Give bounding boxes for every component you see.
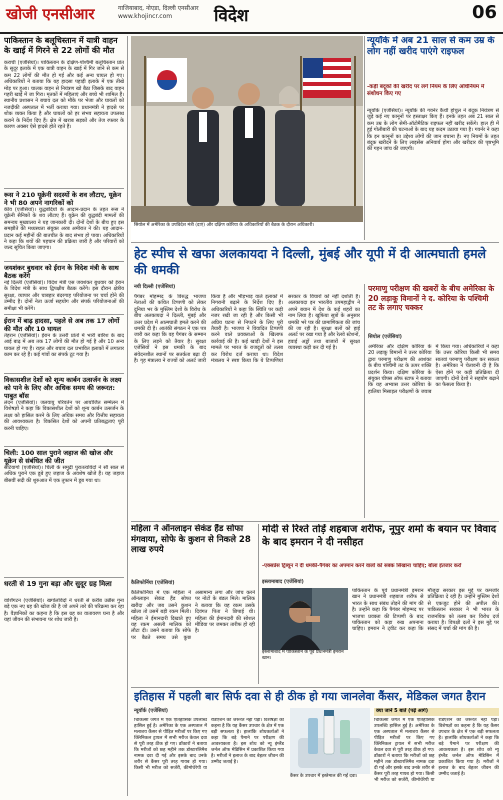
imran-photo-caption: इस्लामाबाद में पाकिस्तान के पूर्व प्रधानमंत्री इमरान खान।: [262, 650, 344, 661]
cancer-photo-caption: कैंसर के उपचार में इस्तेमाल की गई दवा।: [290, 774, 358, 779]
masthead-logo: खोजी एनसीआर: [6, 5, 95, 23]
korea-body: अमेरिका और दक्षिण कोरिया के 20 लड़ाकू विमानों ने उत्तर कोरिया द्वारा परमाणु परीक्षण की आशंका के बीच पश्चिमी तट के ऊपर शक्ति प्रदर्शन किया। दक्षिण कोरिया के संयुक्त चीफ्स ऑफ स्टाफ ने बताया कि यह अभ्यास उत्तर कोरिया के हालिया मिसाइल परीक्षणों के जवाब में किया गया। अधिकारियों ने कहा कि उत्तर कोरिया किसी भी समय सातवां परमाणु परीक्षण कर सकता है। अमेरिका ने चेतावनी दी है कि ऐसा होने पर कड़ी प्रतिक्रिया दी जाएगी। दोनों देशों ने सहयोग बढ़ाने का फैसला किया है।: [368, 344, 499, 395]
cancer-body-right: चिकित्सा जगत में एक ऐतिहासिक उपलब्धि हासिल हुई है। अमेरिका के एक अस्पताल में मलाशय कैंसर से पीड़ित मरीजों पर किए गए क्लिनिकल ट्रायल में सभी मरीज केवल दवा से पूरी तरह ठीक हो गए। डॉक्टरों ने बताया कि मरीजों को छह महीने तक डोस्टारलिमैब नामक दवा दी गई और इसके बाद उनके शरीर से कैंसर पूरी तरह गायब हो गया। किसी भी मरीज को सर्जरी, कीमोथेरेपी या रेडिएशन की जरूरत नहीं पड़ी। विशेषज्ञों का कहना है कि यह कैंसर उपचार के क्षेत्र में एक बड़ी सफलता है। हालांकि शोधकर्ताओं ने कहा कि बड़े पैमाने पर परीक्षण की आवश्यकता है। इस शोध को न्यू इंग्लैंड जर्नल ऑफ मेडिसिन में प्रकाशित किया गया है। मरीजों ने इलाज के बाद बेहतर जीवन की उम्मीद जताई है।: [374, 718, 499, 783]
imran-body: पाकिस्तान के पूर्व प्रधानमंत्री इमरान खान ने प्रधानमंत्री शहबाज शरीफ से भारत के साथ संबंध तोड़ने की मांग की है। उन्होंने कहा कि पैगंबर मोहम्मद पर भाजपा प्रवक्ता की टिप्पणी के बाद पाकिस्तान को कड़ा रुख अपनाना चाहिए। इमरान ने ट्वीट कर कहा कि मौजूदा सरकार इस मुद्दे पर कमजोर प्रतिक्रिया दे रही है। उन्होंने मुस्लिम देशों से एकजुट होने की अपील की। पाकिस्तान सरकार ने भी भारत के राजनयिक को तलब कर विरोध दर्ज कराया है। विपक्षी दलों ने इस मुद्दे पर संसद में चर्चा की मांग की है।: [352, 588, 499, 633]
right-box-subheadline: -कड़ी बंदूकों की खरीद पर लगे नियम के लिए अधिनियम में संशोधन किए गए: [367, 84, 485, 97]
top-news-photo: [131, 36, 363, 222]
page-header: [0, 0, 503, 34]
sofa-headline: महिला ने ऑनलाइन सेकंड हैंड सोफा मंगवाया, सोफे के कुशन से निकले 28 लाख रुपये: [131, 524, 251, 555]
cancer-headline: इतिहास में पहली बार सिर्फ दवा से ही ठीक हो गया जानलेवा कैंसर, मेडिकल जगत हैरान: [134, 690, 486, 703]
imran-portrait-illustration: [262, 588, 348, 650]
divider: [4, 314, 124, 315]
story3-body: नई दिल्ली (एजेंसियां)। विदेश मंत्री एस जयशंकर बुधवार को ईरान के विदेश मंत्री के साथ द्विपक्षीय बैठक करेंगे। इस दौरान क्षेत्रीय सुरक्षा, व्यापार और चाबहार बंदरगाह परियोजना पर चर्चा होने की उम्मीद है। दोनों नेता ऊर्जा सहयोग और संपर्क परियोजनाओं की समीक्षा भी करेंगे।: [4, 280, 124, 312]
right-box-body: न्यूयॉर्क (एजेंसियां)। न्यूयॉर्क की गवर्नर कैथी होचुल ने बंदूक नियंत्रण से जुड़े कई नए कानूनों पर हस्ताक्षर किए हैं। इनके तहत अब 21 साल से कम उम्र के लोग सेमी-ऑटोमैटिक राइफल नहीं खरीद सकेंगे। हाल ही में हुई गोलीबारी की घटनाओं के बाद यह कदम उठाया गया है। गवर्नर ने कहा कि इन कानूनों का उद्देश्य लोगों की जान बचाना है। नए नियमों के तहत बंदूक खरीदने के लिए लाइसेंस अनिवार्य होगा और खरीदार की पृष्ठभूमि की गहन जांच की जाएगी।: [367, 108, 499, 153]
story3-headline: जयशंकर बुधवार को ईरान के विदेश मंत्री के साथ बैठक करेंगे: [4, 264, 119, 280]
divider: [131, 521, 499, 522]
story7-body: वाशिंगटन (एजेंसियां)। खगोलविदों ने धरती से करीब उन्नीस गुना बड़े एक नए ग्रह की खोज की है जो अपने तारे की परिक्रमा कर रहा है। वैज्ञानिकों का कहना है कि इस ग्रह का वातावरण घना है और यहां जीवन की संभावना पर शोध जारी है।: [4, 598, 124, 624]
divider: [4, 188, 124, 189]
page-number: 06: [471, 2, 497, 23]
cancer-sidebar: [374, 708, 499, 796]
sofa-byline: कैलिफोर्निया (एजेंसियां): [131, 580, 175, 586]
story1-body: कराची (एजेंसियां)। पाकिस्तान के दक्षिण-पश्चिमी बलूचिस्तान प्रांत के सुदूर इलाके में एक यात्री वाहन के खाई में गिर जाने से कम से कम 22 लोगों की मौत हो गई और कई अन्य घायल हो गए। अधिकारियों ने बताया कि यह हादसा पहाड़ी इलाके में एक तीखे मोड़ पर हुआ। चालक वाहन से नियंत्रण खो बैठा जिसके बाद वाहन गहरी खाई में जा गिरा। मृतकों में महिलाएं और बच्चे भी शामिल हैं। स्थानीय प्रशासन ने बचाव दल को मौके पर भेजा और घायलों को नजदीकी अस्पताल में भर्ती कराया गया। प्रधानमंत्री ने हादसे पर शोक व्यक्त किया है और घायलों को हर संभव सहायता उपलब्ध कराने के निर्देश दिए हैं। क्षेत्र में खराब सड़कों और तेज रफ्तार के कारण अक्सर ऐसे हादसे होते रहते हैं।: [4, 60, 124, 131]
cancer-photo: [290, 708, 370, 774]
imran-photo: [262, 588, 348, 650]
sofa-body: कैलिफोर्निया में एक महिला ने ऑनलाइन सेकंड हैंड सोफा खरीदा और जब उसने कुशन खोला तो उसमें बड़ी रकम मिली। महिला ने ईमानदारी दिखाते हुए यह रकम असली मालिक को लौटा दी। उसने बताया कि सोफे पर बैठते समय उसे कुछ असामान्य लगा और जांच करने पर नोटों के बंडल मिले। मालिक ने बताया कि यह रकम उसके दिवंगत पिता ने छिपाई थी। महिला की ईमानदारी की सोशल मीडिया पर जमकर तारीफ हो रही है।: [131, 590, 255, 641]
meta-line-1: गाजियाबाद, नोएडा, दिल्ली एनसीआर: [118, 5, 199, 12]
korea-byline: सियोल (एजेंसियां): [368, 334, 402, 340]
divider: [4, 261, 124, 262]
medicine-illustration: [290, 708, 370, 774]
story5-body: लंदन (एजेंसियां)। जलवायु परिवर्तन पर आयोजित सम्मेलन में विशेषज्ञों ने कहा कि विकासशील देशों को शून्य कार्बन उत्सर्जन के लक्ष्य को हासिल करने के लिए अधिक समय और वित्तीय सहायता की आवश्यकता है। विकसित देशों को अपनी प्रतिबद्धताएं पूरी करनी चाहिए।: [4, 400, 124, 432]
divider: [4, 373, 124, 374]
diplomats-photo-illustration: [131, 36, 363, 222]
top-photo-caption: सियोल में अमेरिका के उपविदेश मंत्री (दाएं) और दक्षिण कोरिया के अधिकारियों की बैठक के दौरान अधिकारी।: [131, 222, 363, 240]
imran-story: [262, 524, 499, 684]
divider: [4, 446, 124, 447]
column-rule: [258, 524, 259, 684]
cancer-byline: न्यूयॉर्क (एजेंसियां): [134, 708, 169, 714]
korea-headline: परमाणु परीक्षण की खबरों के बीच अमेरिका के 20 लड़ाकू विमानों ने द. कोरिया के पश्चिमी तट के लगाए चक्कर: [368, 284, 495, 312]
story4-body: तेहरान (एजेंसियां)। ईरान के उत्तरी प्रांतों में भारी बारिश के बाद आई बाढ़ में अब तक 17 लोगों की मौत हो गई है और 10 अन्य घायल हो गए हैं। राहत और बचाव दल प्रभावित इलाकों में लगातार काम कर रहे हैं। कई गांवों का संपर्क टूट गया है।: [4, 333, 124, 359]
divider: [131, 242, 499, 243]
cancer-body-left: चिकित्सा जगत में एक ऐतिहासिक उपलब्धि हासिल हुई है। अमेरिका के एक अस्पताल में मलाशय कैंसर से पीड़ित मरीजों पर किए गए क्लिनिकल ट्रायल में सभी मरीज केवल दवा से पूरी तरह ठीक हो गए। डॉक्टरों ने बताया कि मरीजों को छह महीने तक डोस्टारलिमैब नामक दवा दी गई और इसके बाद उनके शरीर से कैंसर पूरी तरह गायब हो गया। किसी भी मरीज को सर्जरी, कीमोथेरेपी या रेडिएशन की जरूरत नहीं पड़ी। विशेषज्ञों का कहना है कि यह कैंसर उपचार के क्षेत्र में एक बड़ी सफलता है। हालांकि शोधकर्ताओं ने कहा कि बड़े पैमाने पर परीक्षण की आवश्यकता है। इस शोध को न्यू इंग्लैंड जर्नल ऑफ मेडिसिन में प्रकाशित किया गया है। मरीजों ने इलाज के बाद बेहतर जीवन की उम्मीद जताई है।: [134, 718, 284, 771]
story2-body: कीव (एजेंसियां)। युद्धबंदियों के आदान-प्रदान के तहत रूस ने यूक्रेनी सैनिकों के शव लौटाए हैं। यूक्रेन की युद्धबंदी मामलों की समन्वय मुख्यालय ने यह जानकारी दी। दोनों देशों के बीच हुए इस समझौते की मध्यस्थता संयुक्त अरब अमीरात ने की। यह आदान-प्रदान कई महीनों की बातचीत के बाद संभव हो पाया। अधिकारियों ने कहा कि शवों की पहचान की प्रक्रिया जारी है और परिवारों को जल्द सूचित किया जाएगा।: [4, 207, 124, 252]
cancer-tag: क्या जानें 5 बातें (पढ़ें आगे): [374, 708, 499, 716]
main-body: पैगंबर मोहम्मद के विरुद्ध भाजपा नेताओं की कथित टिप्पणी को लेकर दुनिया भर के मुस्लिम देशों के विरोध के बीच अलकायदा ने दिल्ली, मुंबई और उत्तर प्रदेश में आत्मघाती हमले करने की धमकी दी है। आतंकी संगठन ने एक पत्र जारी कर कहा कि वह पैगंबर के सम्मान के लिए लड़ने को तैयार है। सुरक्षा एजेंसियों ने इस धमकी के बाद संवेदनशील स्थानों पर सतर्कता बढ़ा दी है। गृह मंत्रालय ने राज्यों को अलर्ट जारी किया है और भीड़भाड़ वाले इलाकों में निगरानी बढ़ाने के निर्देश दिए हैं। अधिकारियों ने कहा कि स्थिति पर कड़ी नजर रखी जा रही है और किसी भी अप्रिय घटना से निपटने के लिए पूरी तैयारी है। भाजपा ने विवादित टिप्पणी करने वाले प्रवक्ताओं के खिलाफ कार्रवाई की है। कई खाड़ी देशों ने इस मामले पर भारत के राजदूतों को तलब कर विरोध दर्ज कराया था। विदेश मंत्रालय ने स्पष्ट किया कि ये टिप्पणियां सरकार के विचारों को नहीं दर्शाती हैं। अलकायदा इन भारतीय उपमहाद्वीप ने अपने बयान में देश के कई शहरों का नाम लिया है। खुफिया सूत्रों के अनुसार धमकी भरे पत्र की प्रामाणिकता की जांच की जा रही है। सुरक्षा बलों को हाई अलर्ट पर रखा गया है और रेलवे स्टेशनों, हवाई अड्डों तथा बाजारों में सुरक्षा व्यवस्था कड़ी कर दी गई है।: [134, 294, 360, 365]
korea-story: [368, 284, 499, 518]
divider: [131, 687, 499, 688]
main-headline: हेट स्पीच से खफा अलकायदा ने दिल्ली, मुंबई और यूपी में दी आत्मघाती हमले की धमकी: [134, 246, 487, 277]
story4-headline: ईरान में बाढ़ हादसा, पहले से अब तक 17 लोगों की मौत और 10 घायल: [4, 317, 120, 333]
imran-subheadline: -एक्सप्रेस ट्रिब्यून ने दी धमकी-पैगंबर का अपमान करने वालों को सबक सिखाना चाहिए; बोला इंतजार करो: [262, 563, 462, 569]
main-byline: नयी दिल्ली (एजेंसियां): [134, 284, 176, 290]
column-rule: [364, 284, 365, 518]
left-column: [4, 36, 124, 796]
story5-headline: विकासशील देशों को शून्य कार्बन उत्सर्जन के लक्ष्य को पाने के लिए और अधिक समय की जरूरत: पाबुत बॉस: [4, 376, 122, 400]
section-title: विदेश: [214, 6, 249, 26]
right-box-headline: न्यूयॉर्क में अब 21 साल से कम उम्र के लोग नहीं खरीद पाएंगे राइफल: [367, 36, 495, 57]
story1-headline: पाकिस्तान के बलूचिस्तान में यात्री वाहन के खाई में गिरने से 22 लोगों की मौत: [4, 36, 118, 55]
meta-line-2: www.khojincr.com: [118, 13, 173, 20]
sofa-story: [131, 524, 255, 684]
column-rule: [127, 36, 128, 796]
story6-headline: चिली: 100 साल पुराने जहाज की खोज और यूक्रेन से संबंधित की जीत: [4, 449, 113, 465]
story7-headline: धरती से 19 गुना बड़ा और सुदूर ग्रह मिला: [4, 580, 112, 588]
story6-body: सैंटियागो (एजेंसियां)। चिली के समुद्री पुरातत्वविदों ने सौ साल से अधिक पुराने एक डूबे हुए जहाज के अवशेष खोजे हैं। यह जहाज बीसवीं सदी की शुरुआत में एक तूफान में डूब गया था।: [4, 465, 124, 484]
story2-headline: रूस ने 210 यूक्रेनी सदस्यों के शव लौटाए, यूक्रेन ने भी 80 अपने नागरिकों को: [4, 191, 122, 207]
right-box-story: [367, 36, 499, 240]
column-rule: [364, 36, 365, 240]
imran-headline: मोदी से रिश्ते तोड़ें शहबाज शरीफ, नूपुर शर्मा के बयान पर विवाद के बाद इमरान ने दी नसीहत: [262, 524, 497, 548]
divider: [4, 577, 124, 578]
imran-byline: इस्लामाबाद (एजेंसियां): [262, 579, 304, 585]
